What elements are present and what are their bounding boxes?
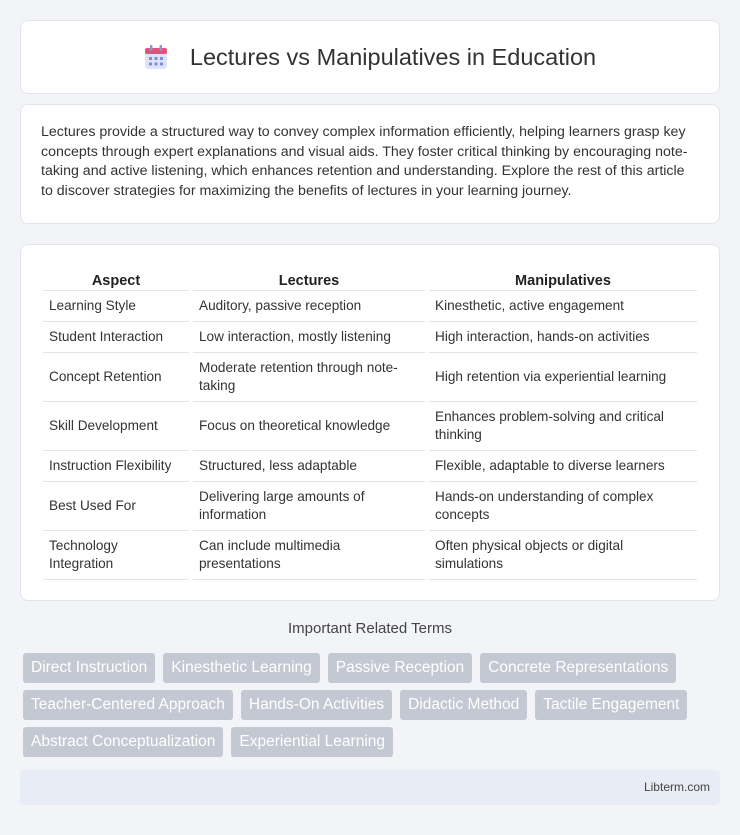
footer (20, 770, 720, 805)
table-cell: Often physical objects or digital simulations (429, 531, 697, 580)
table-cell: Flexible, adaptable to diverse learners (429, 451, 697, 482)
table-cell: Enhances problem-solving and critical thinking (429, 402, 697, 451)
related-terms-list (23, 653, 723, 757)
table-cell: Structured, less adaptable (193, 451, 425, 482)
table-cell: Best Used For (43, 482, 189, 531)
table-cell: Can include multimedia presentations (193, 531, 425, 580)
footer-site-link[interactable]: Libterm.com (643, 780, 710, 794)
table-cell: High retention via experiential learning (429, 353, 697, 402)
table-row (43, 482, 697, 531)
related-term-tag[interactable]: Kinesthetic Learning (163, 653, 319, 683)
calendar-icon (144, 44, 168, 70)
table-row (43, 531, 697, 580)
table-row (43, 402, 697, 451)
related-term-tag[interactable]: Didactic Method (400, 690, 527, 720)
related-term-tag[interactable]: Hands-On Activities (241, 690, 392, 720)
intro-text: Lectures provide a structured way to convey complex information efficiently, helping learners grasp key concepts through expert explanations and visual aids. They foster critical thinking by encouraging note-taking and active listening, which enhances retention and understanding. Explore the rest of this article to discover strategies for maximizing the benefits of lectures in your learning journey. (41, 124, 688, 199)
page-title: Lectures vs Manipulatives in Education (189, 43, 597, 70)
table-cell: Technology Integration (43, 531, 189, 580)
intro-card (20, 104, 720, 224)
table-cell: Focus on theoretical knowledge (193, 402, 425, 451)
related-term-tag[interactable]: Teacher-Centered Approach (23, 690, 233, 720)
table-cell: Delivering large amounts of information (193, 482, 425, 531)
related-term-tag[interactable]: Abstract Conceptualization (23, 727, 223, 757)
header-aspect: Aspect (43, 265, 189, 291)
table-cell: Hands-on understanding of complex concepts (429, 482, 697, 531)
table-cell: Low interaction, mostly listening (193, 322, 425, 353)
table-cell: Skill Development (43, 402, 189, 451)
table-cell: Auditory, passive reception (193, 291, 425, 322)
table-cell: Learning Style (43, 291, 189, 322)
table-cell: Concept Retention (43, 353, 189, 402)
header-manipulatives: Manipulatives (429, 265, 697, 291)
related-term-tag[interactable]: Direct Instruction (23, 653, 155, 683)
table-cell: Instruction Flexibility (43, 451, 189, 482)
related-terms-title: Important Related Terms (288, 620, 452, 637)
table-cell: High interaction, hands-on activities (429, 322, 697, 353)
comparison-table (39, 265, 701, 580)
related-term-tag[interactable]: Experiential Learning (231, 727, 393, 757)
related-term-tag[interactable]: Concrete Representations (480, 653, 676, 683)
header-lectures: Lectures (193, 265, 425, 291)
comparison-table-card (20, 244, 720, 601)
related-term-tag[interactable]: Tactile Engagement (535, 690, 687, 720)
table-cell: Kinesthetic, active engagement (429, 291, 697, 322)
table-row (43, 353, 697, 402)
header-card (20, 20, 720, 94)
table-row (43, 291, 697, 322)
table-row (43, 451, 697, 482)
table-cell: Moderate retention through note-taking (193, 353, 425, 402)
table-header-row (43, 265, 697, 291)
table-row (43, 322, 697, 353)
table-cell: Student Interaction (43, 322, 189, 353)
related-term-tag[interactable]: Passive Reception (328, 653, 472, 683)
